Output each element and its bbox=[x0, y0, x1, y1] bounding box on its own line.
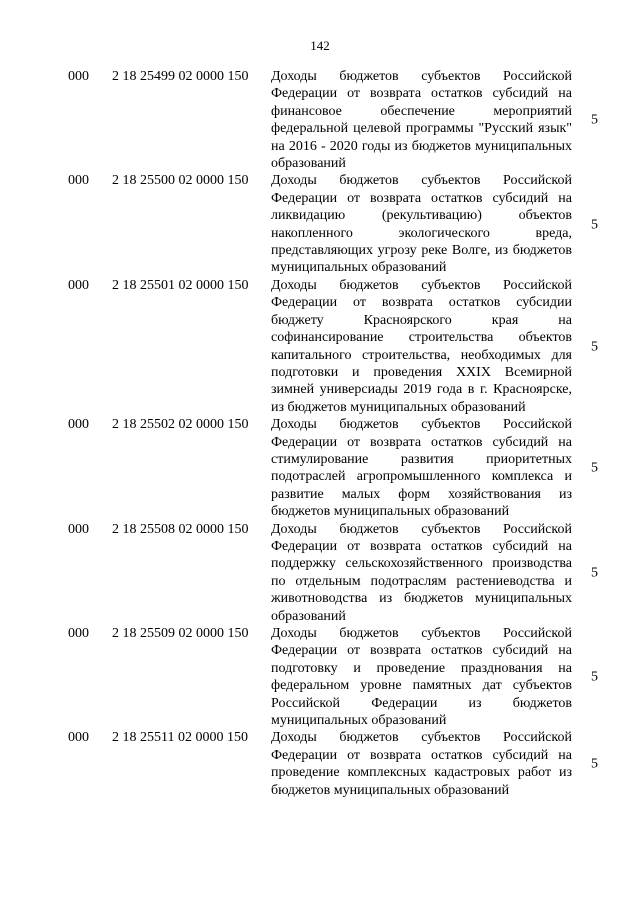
admin-code: 000 bbox=[68, 173, 89, 189]
standard-value: 5 bbox=[591, 756, 598, 772]
table-row bbox=[0, 277, 640, 416]
revenue-name: Доходы бюджетов субъектов Российской Федерации от возврата остатков субсидий на проведение комплексных кадастровых работ из бюджетов муниципальных образований bbox=[271, 730, 572, 798]
table-row bbox=[0, 625, 640, 729]
table-row bbox=[0, 172, 640, 276]
budget-classification-code: 2 18 25501 02 0000 150 bbox=[112, 277, 249, 293]
budget-classification-code: 2 18 25509 02 0000 150 bbox=[112, 626, 249, 641]
standard-value: 5 bbox=[591, 112, 598, 128]
standard-value: 5 bbox=[591, 460, 598, 476]
budget-classification-code: 2 18 25499 02 0000 150 bbox=[112, 69, 249, 84]
standard-value: 5 bbox=[591, 339, 598, 354]
table-row bbox=[0, 521, 640, 625]
table-row bbox=[0, 416, 640, 520]
budget-classification-code: 2 18 25500 02 0000 150 bbox=[112, 173, 249, 189]
standard-value: 5 bbox=[591, 217, 598, 233]
admin-code: 000 bbox=[68, 69, 89, 84]
budget-classification-code: 2 18 25508 02 0000 150 bbox=[112, 521, 249, 537]
admin-code: 000 bbox=[68, 277, 89, 293]
revenue-name: Доходы бюджетов субъектов Российской Федерации от возврата остатков субсидий на финансовое обеспечение мероприятий федеральной целевой программы "Русский язык" на 2016 - 2020 годы из бюджетов муниципальных образований bbox=[271, 69, 572, 172]
revenue-table bbox=[0, 68, 640, 799]
standard-value: 5 bbox=[591, 669, 598, 685]
revenue-name: Доходы бюджетов субъектов Российской Федерации от возврата остатков субсидий на подготовку и проведение празднования на федеральном уровне памятных дат субъектов Российской Федерации из бюджетов муниципальных образований bbox=[271, 626, 572, 729]
standard-value: 5 bbox=[591, 565, 598, 581]
budget-classification-code: 2 18 25502 02 0000 150 bbox=[112, 417, 249, 433]
table-row bbox=[0, 729, 640, 799]
table-row bbox=[0, 68, 640, 172]
budget-classification-code: 2 18 25511 02 0000 150 bbox=[112, 730, 248, 746]
admin-code: 000 bbox=[68, 730, 89, 746]
admin-code: 000 bbox=[68, 626, 89, 641]
revenue-name: Доходы бюджетов субъектов Российской Федерации от возврата остатков субсидий на ликвидацию (рекультивацию) объектов накопленного экологического вреда, представляющих угрозу реке Волге, из бюджетов муниципальных образований bbox=[271, 173, 572, 276]
revenue-name: Доходы бюджетов субъектов Российской Федерации от возврата остатков субсидии бюджету Красноярского края на софинансирование строительства объектов капитального строительства, необходимых для подготовки и проведения XXIX Всемирной зимней универсиады 2019 года в г. Красноярске, из бюджетов муниципальных образований bbox=[271, 277, 572, 415]
revenue-name: Доходы бюджетов субъектов Российской Федерации от возврата остатков субсидий на стимулирование развития приоритетных подотраслей агропромышленного комплекса и развитие малых форм хозяйствования из бюджетов муниципальных образований bbox=[271, 417, 572, 520]
revenue-name: Доходы бюджетов субъектов Российской Федерации от возврата остатков субсидий на поддержку сельскохозяйственного производства по отдельным подотраслям растениеводства и животноводства из бюджетов муниципальных образований bbox=[271, 521, 572, 624]
admin-code: 000 bbox=[68, 417, 89, 433]
admin-code: 000 bbox=[68, 521, 89, 537]
page-number: 142 bbox=[310, 38, 330, 53]
